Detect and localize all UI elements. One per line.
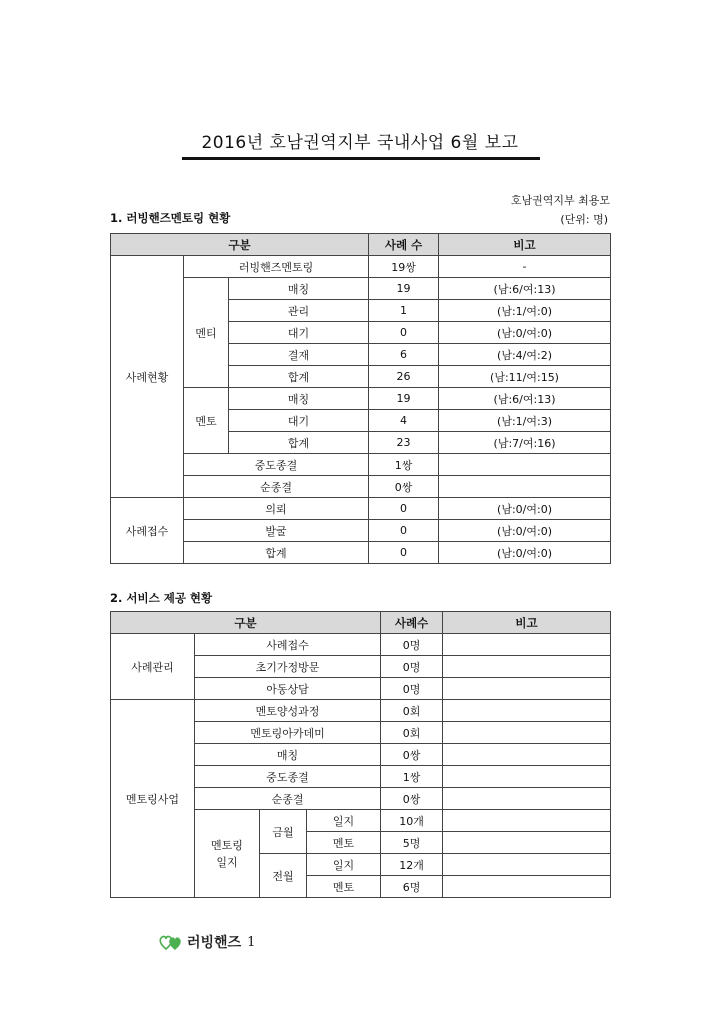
row-label: 발굴 bbox=[184, 520, 369, 542]
header-count: 사례수 bbox=[381, 612, 443, 634]
row-count: 6 bbox=[369, 344, 439, 366]
header-note: 비고 bbox=[443, 612, 611, 634]
row-label: 의뢰 bbox=[184, 498, 369, 520]
row-note bbox=[443, 634, 611, 656]
row-count: 6명 bbox=[381, 876, 443, 898]
row-label: 합계 bbox=[229, 432, 369, 454]
row-note: (남:0/여:0) bbox=[439, 542, 611, 564]
row-note bbox=[439, 454, 611, 476]
row-label: 멘토양성과정 bbox=[195, 700, 381, 722]
row-count: 26 bbox=[369, 366, 439, 388]
title-underline bbox=[182, 157, 540, 160]
row-note bbox=[443, 832, 611, 854]
row-count: 1쌍 bbox=[381, 766, 443, 788]
row-count: 23 bbox=[369, 432, 439, 454]
footer-brand: 러빙핸즈 bbox=[187, 935, 242, 951]
row-count: 4 bbox=[369, 410, 439, 432]
row-label: 중도종결 bbox=[184, 454, 369, 476]
header-category: 구분 bbox=[111, 234, 369, 256]
row-label: 러빙핸즈멘토링 bbox=[184, 256, 369, 278]
row-note: - bbox=[439, 256, 611, 278]
row-label: 대기 bbox=[229, 322, 369, 344]
row-count: 0명 bbox=[381, 634, 443, 656]
row-count: 19 bbox=[369, 388, 439, 410]
table-row bbox=[111, 542, 611, 564]
row-label: 대기 bbox=[229, 410, 369, 432]
row-label: 순종결 bbox=[184, 476, 369, 498]
row-count: 1 bbox=[369, 300, 439, 322]
section1-heading: 1. 러빙핸즈멘토링 현황 bbox=[110, 211, 231, 225]
service-status-table-body bbox=[110, 611, 611, 898]
row-note: (남:6/여:13) bbox=[439, 388, 611, 410]
row-count: 0 bbox=[369, 498, 439, 520]
unit-note: (단위: 명) bbox=[560, 213, 608, 226]
subgroup-mentee: 멘티 bbox=[184, 278, 229, 388]
row-note: (남:7/여:16) bbox=[439, 432, 611, 454]
row-label: 결재 bbox=[229, 344, 369, 366]
row-count: 19쌍 bbox=[369, 256, 439, 278]
row-note bbox=[443, 700, 611, 722]
row-note bbox=[439, 476, 611, 498]
row-note: (남:0/여:0) bbox=[439, 520, 611, 542]
row-label: 중도종결 bbox=[195, 766, 381, 788]
row-count: 0명 bbox=[381, 656, 443, 678]
row-count: 0회 bbox=[381, 722, 443, 744]
row-count: 0 bbox=[369, 322, 439, 344]
group-case-intake: 사례접수 bbox=[111, 498, 184, 564]
hearts-logo-icon bbox=[158, 932, 184, 952]
table-row bbox=[111, 454, 611, 476]
sub-this-month: 금월 bbox=[260, 810, 307, 854]
row-note: (남:4/여:2) bbox=[439, 344, 611, 366]
row-count: 0쌍 bbox=[381, 788, 443, 810]
table-row bbox=[111, 476, 611, 498]
header-category: 구분 bbox=[111, 612, 381, 634]
row-label: 합계 bbox=[184, 542, 369, 564]
table-row bbox=[111, 634, 611, 656]
row-label: 관리 bbox=[229, 300, 369, 322]
row-note: (남:1/여:0) bbox=[439, 300, 611, 322]
row-note bbox=[443, 810, 611, 832]
row-label: 멘토링아카데미 bbox=[195, 722, 381, 744]
table-row bbox=[111, 520, 611, 542]
row-note: (남:1/여:3) bbox=[439, 410, 611, 432]
row-count: 12개 bbox=[381, 854, 443, 876]
subgroup-mentor: 멘토 bbox=[184, 388, 229, 454]
row-label: 아동상담 bbox=[195, 678, 381, 700]
group-case-status: 사례현황 bbox=[111, 256, 184, 498]
row-note: (남:0/여:0) bbox=[439, 322, 611, 344]
table-header-row bbox=[111, 612, 611, 634]
row-label: 일지 bbox=[307, 810, 381, 832]
row-count: 10개 bbox=[381, 810, 443, 832]
group-case-mgmt: 사례관리 bbox=[111, 634, 195, 700]
row-note: (남:0/여:0) bbox=[439, 498, 611, 520]
row-label: 초기가정방문 bbox=[195, 656, 381, 678]
row-count: 0회 bbox=[381, 700, 443, 722]
table-row bbox=[111, 278, 611, 300]
mentoring-status-table bbox=[110, 233, 611, 564]
row-note bbox=[443, 678, 611, 700]
row-note bbox=[443, 876, 611, 898]
row-note bbox=[443, 744, 611, 766]
row-label: 멘토 bbox=[307, 832, 381, 854]
row-count: 5명 bbox=[381, 832, 443, 854]
footer-logo bbox=[158, 932, 255, 952]
row-note: (남:6/여:13) bbox=[439, 278, 611, 300]
row-count: 0쌍 bbox=[369, 476, 439, 498]
row-note bbox=[443, 722, 611, 744]
header-count: 사례 수 bbox=[369, 234, 439, 256]
row-note bbox=[443, 766, 611, 788]
header-note: 비고 bbox=[439, 234, 611, 256]
row-note bbox=[443, 656, 611, 678]
row-label: 매칭 bbox=[229, 388, 369, 410]
table-row bbox=[111, 700, 611, 722]
row-note bbox=[443, 788, 611, 810]
table-header-row bbox=[111, 234, 611, 256]
row-label: 사례접수 bbox=[195, 634, 381, 656]
row-note bbox=[443, 854, 611, 876]
page-number: 1 bbox=[247, 934, 256, 950]
row-label: 멘토 bbox=[307, 876, 381, 898]
row-count: 19 bbox=[369, 278, 439, 300]
row-count: 0 bbox=[369, 520, 439, 542]
sub-last-month: 전월 bbox=[260, 854, 307, 898]
row-note: (남:11/여:15) bbox=[439, 366, 611, 388]
row-count: 0명 bbox=[381, 678, 443, 700]
row-label: 순종결 bbox=[195, 788, 381, 810]
row-label: 매칭 bbox=[195, 744, 381, 766]
author-line: 호남권역지부 최용모 bbox=[510, 194, 610, 207]
row-label: 매칭 bbox=[229, 278, 369, 300]
row-label: 합계 bbox=[229, 366, 369, 388]
row-count: 0쌍 bbox=[381, 744, 443, 766]
row-count: 0 bbox=[369, 542, 439, 564]
table-row bbox=[111, 388, 611, 410]
table-row bbox=[111, 498, 611, 520]
section2-heading: 2. 서비스 제공 현황 bbox=[110, 591, 213, 605]
row-count: 1쌍 bbox=[369, 454, 439, 476]
subgroup-journal: 멘토링 일지 bbox=[195, 810, 260, 898]
page-title: 2016년 호남권역지부 국내사업 6월 보고 bbox=[201, 133, 519, 153]
table-row bbox=[111, 256, 611, 278]
row-label: 일지 bbox=[307, 854, 381, 876]
group-mentoring: 멘토링사업 bbox=[111, 700, 195, 898]
